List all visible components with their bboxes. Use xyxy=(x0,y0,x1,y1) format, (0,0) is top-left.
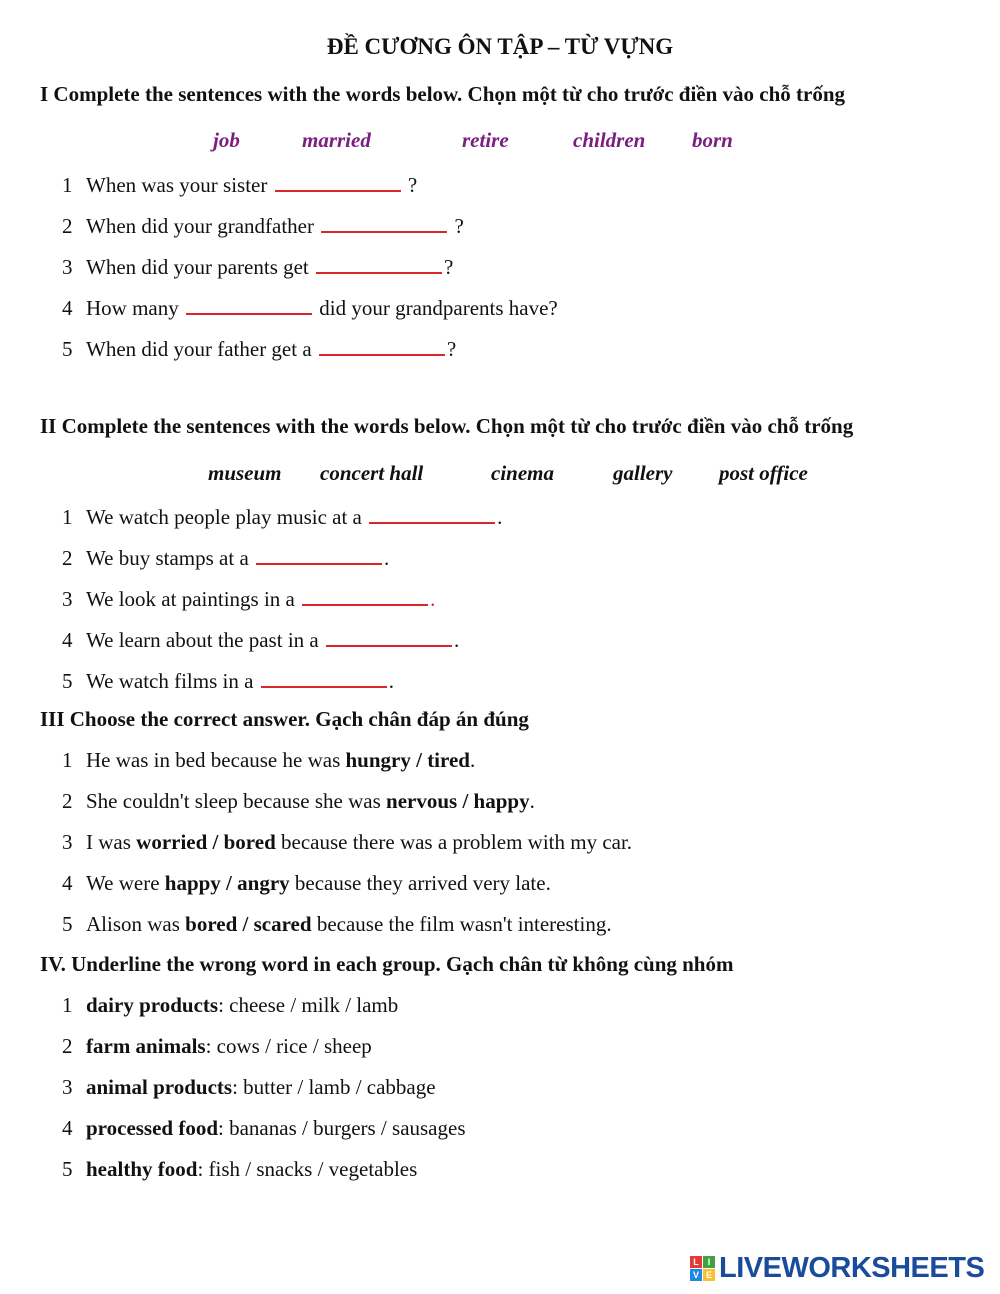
group-item: 4 processed food: bananas / burgers / sausages xyxy=(62,1116,466,1140)
exercise-item: 5 We watch films in a . xyxy=(62,666,394,694)
choice-item: 3 I was worried / bored because there was a problem with my car. xyxy=(62,830,633,854)
exercise-item: 1 We watch people play music at a . xyxy=(62,502,502,530)
word-bank-2-word: cinema xyxy=(491,461,554,485)
exercise-item: 4 How many did your grandparents have? xyxy=(62,293,558,321)
word-bank-2-word: post office xyxy=(719,461,808,485)
section-2-heading: II Complete the sentences with the words below. Chọn một từ cho trước điền vào chỗ trống xyxy=(40,414,854,438)
answer-choice[interactable]: happy / angry xyxy=(164,871,290,895)
answer-choice[interactable]: nervous / happy xyxy=(386,789,530,813)
answer-blank[interactable] xyxy=(302,584,428,606)
word-options[interactable]: : butter / lamb / cabbage xyxy=(232,1075,436,1099)
brand-name: LIVEWORKSHEETS xyxy=(719,1251,985,1284)
word-bank-1-word: job xyxy=(213,128,240,152)
answer-choice[interactable]: bored / scared xyxy=(185,912,312,936)
exercise-item: 3 We look at paintings in a . xyxy=(62,584,435,612)
choice-item: 5 Alison was bored / scared because the film wasn't interesting. xyxy=(62,912,612,936)
answer-choice[interactable]: worried / bored xyxy=(136,830,276,854)
section-3-heading: III Choose the correct answer. Gạch chân đáp án đúng xyxy=(40,707,529,731)
exercise-item: 3 When did your parents get ? xyxy=(62,252,453,280)
answer-blank[interactable] xyxy=(369,502,495,524)
exercise-item: 2 We buy stamps at a . xyxy=(62,543,389,571)
answer-blank[interactable] xyxy=(186,293,312,315)
word-bank-2-word: museum xyxy=(208,461,282,485)
answer-blank[interactable] xyxy=(256,543,382,565)
word-options[interactable]: : bananas / burgers / sausages xyxy=(218,1116,466,1140)
word-bank-1-word: married xyxy=(302,128,371,152)
answer-choice[interactable]: hungry / tired xyxy=(345,748,470,772)
word-options[interactable]: : fish / snacks / vegetables xyxy=(197,1157,418,1181)
group-item: 3 animal products: butter / lamb / cabbage xyxy=(62,1075,436,1099)
group-item: 5 healthy food: fish / snacks / vegetables xyxy=(62,1157,418,1181)
choice-item: 2 She couldn't sleep because she was nervous / happy. xyxy=(62,789,535,813)
section-1-heading: I Complete the sentences with the words below. Chọn một từ cho trước điền vào chỗ trống xyxy=(40,82,846,106)
group-item: 1 dairy products: cheese / milk / lamb xyxy=(62,993,399,1017)
exercise-item: 1 When was your sister ? xyxy=(62,170,417,198)
answer-blank[interactable] xyxy=(321,211,447,233)
word-bank-1-word: children xyxy=(573,128,646,152)
liveworksheets-logo xyxy=(690,1251,984,1285)
word-bank-2-word: concert hall xyxy=(320,461,424,485)
exercise-item: 4 We learn about the past in a . xyxy=(62,625,459,653)
answer-blank[interactable] xyxy=(275,170,401,192)
answer-blank[interactable] xyxy=(319,334,445,356)
exercise-item: 2 When did your grandfather ? xyxy=(62,211,464,239)
section-4-heading: IV. Underline the wrong word in each group. Gạch chân từ không cùng nhóm xyxy=(40,952,734,976)
answer-blank[interactable] xyxy=(326,625,452,647)
exercise-item: 5 When did your father get a ? xyxy=(62,334,456,362)
answer-blank[interactable] xyxy=(261,666,387,688)
logo-blocks-icon: L I V E xyxy=(690,1256,715,1281)
group-item: 2 farm animals: cows / rice / sheep xyxy=(62,1034,372,1058)
page-title: ĐỀ CƯƠNG ÔN TẬP – TỪ VỰNG xyxy=(326,34,674,59)
choice-item: 4 We were happy / angry because they arrived very late. xyxy=(62,871,551,895)
word-bank-1-word: retire xyxy=(462,128,509,152)
answer-blank[interactable] xyxy=(316,252,442,274)
word-bank-2-word: gallery xyxy=(613,461,673,485)
word-bank-1-word: born xyxy=(692,128,733,152)
word-options[interactable]: : cheese / milk / lamb xyxy=(218,993,399,1017)
choice-item: 1 He was in bed because he was hungry / tired. xyxy=(62,748,476,772)
word-options[interactable]: : cows / rice / sheep xyxy=(205,1034,372,1058)
